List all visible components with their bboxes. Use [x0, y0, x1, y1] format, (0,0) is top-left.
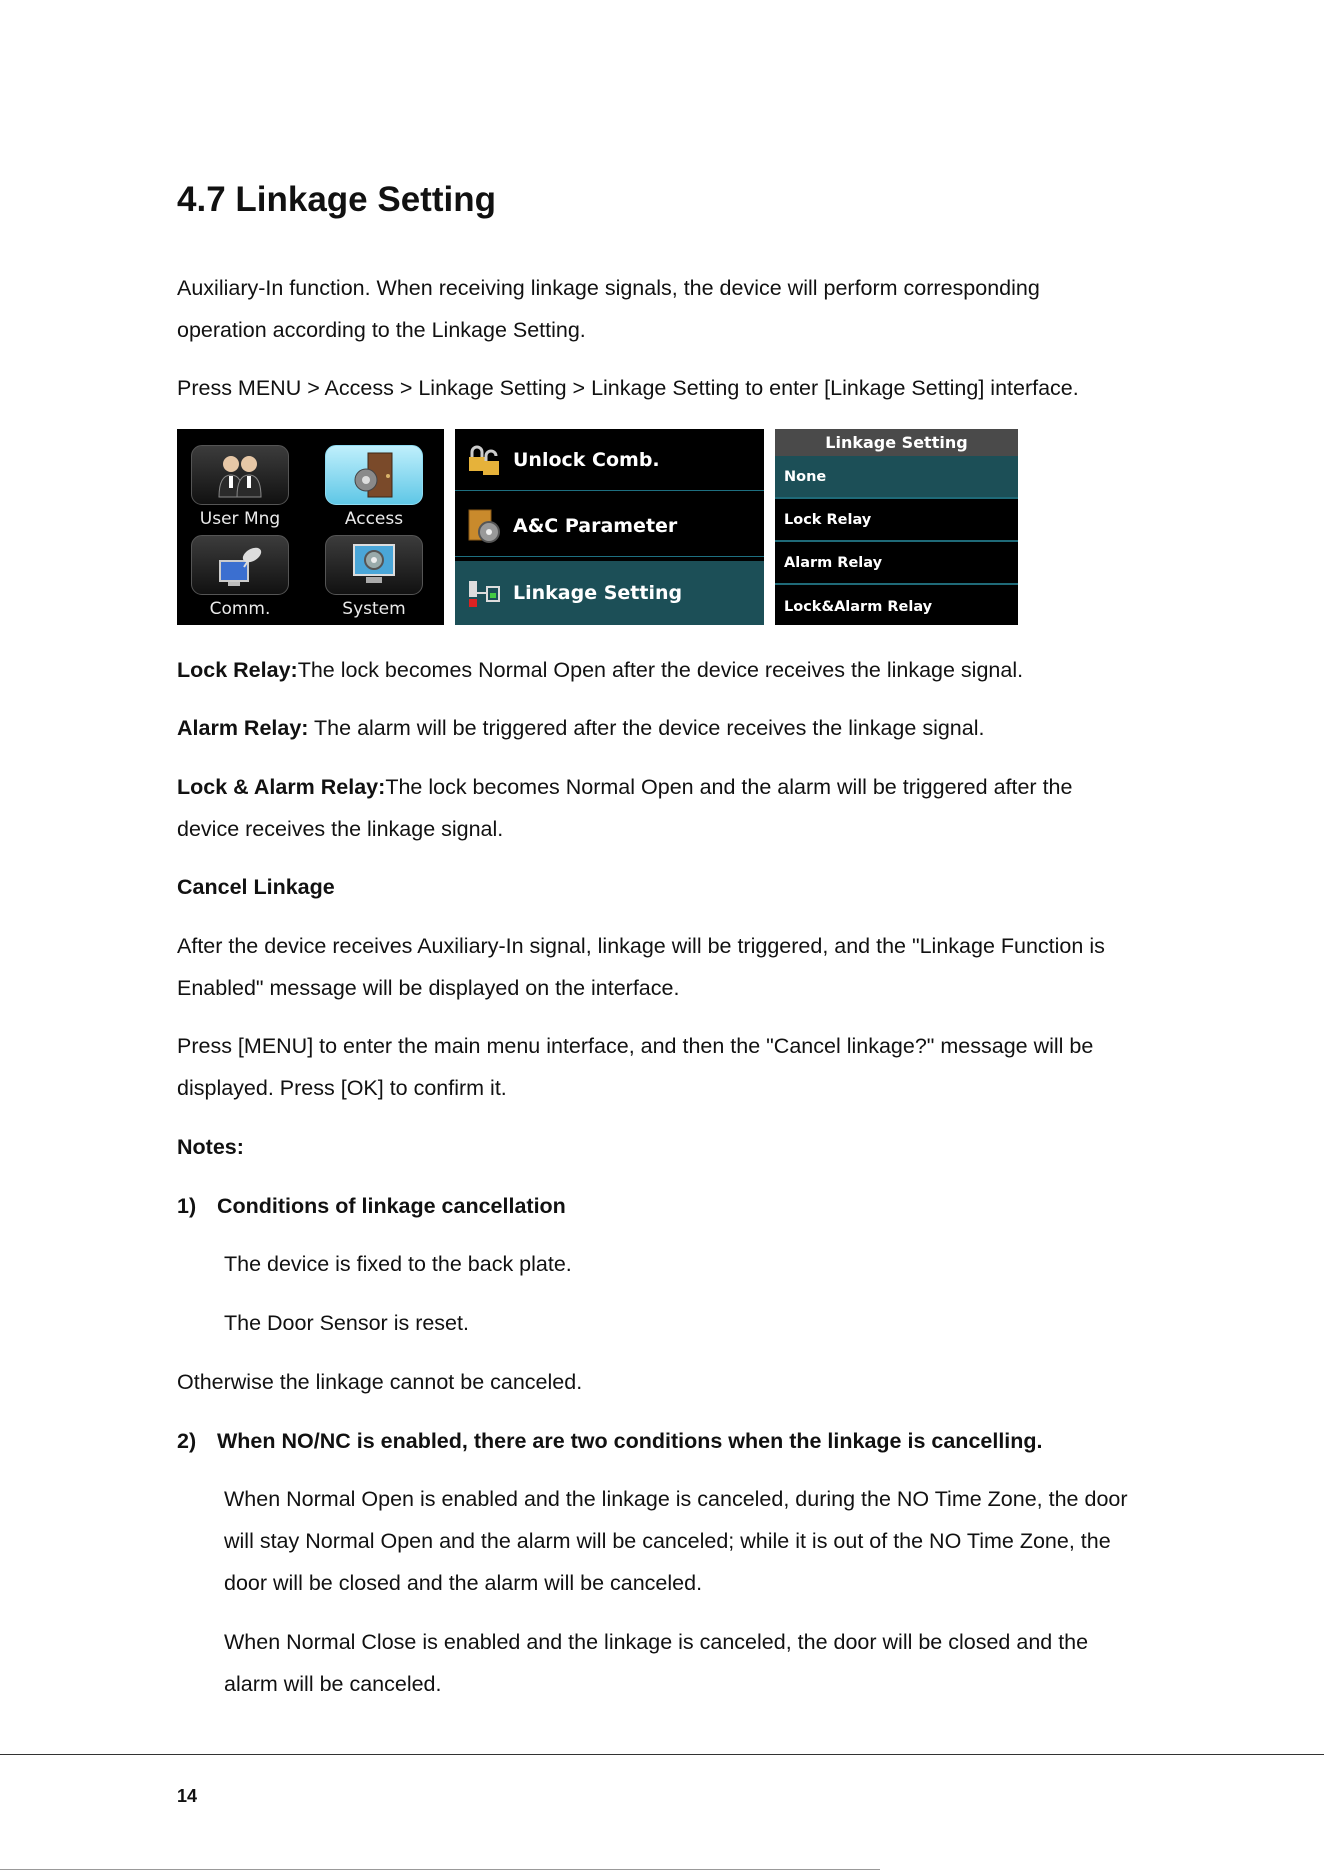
access-menu-item-unlock-comb	[455, 429, 764, 491]
parameter-gear-icon	[455, 508, 513, 544]
access-menu-label: Unlock Comb.	[513, 448, 660, 471]
definition-text: The alarm will be triggered after the device receives the linkage signal.	[314, 716, 985, 740]
cancel-paragraph-1-line-2: Enabled" message will be displayed on the interface.	[177, 976, 680, 1000]
note-1-title	[177, 1185, 566, 1227]
access-menu-label: Linkage Setting	[513, 582, 683, 604]
term: Alarm Relay:	[177, 716, 309, 740]
note-2-condition-a-line-3: door will be closed and the alarm will be canceled.	[224, 1571, 703, 1595]
main-menu-label: Comm.	[209, 599, 271, 619]
access-menu-screenshot	[455, 429, 764, 625]
definition-text: The lock becomes Normal Open after the device receives the linkage signal.	[297, 658, 1024, 682]
intro-line-1: Auxiliary-In function. When receiving linkage signals, the device will perform corresponding	[177, 276, 1040, 300]
term: Lock & Alarm Relay:	[177, 775, 386, 799]
lock-alarm-relay-definition	[177, 766, 1072, 808]
users-icon	[191, 445, 289, 505]
cancel-linkage-heading: Cancel Linkage	[177, 875, 335, 899]
computer-satellite-icon	[191, 535, 289, 595]
cancel-paragraph-1-line-1: After the device receives Auxiliary-In signal, linkage will be triggered, and the "Linkage Function is	[177, 934, 1105, 958]
door-gear-icon	[325, 445, 423, 505]
note-1-condition-a: The device is fixed to the back plate.	[224, 1252, 572, 1276]
note-title: When NO/NC is enabled, there are two conditions when the linkage is cancelling.	[217, 1429, 1043, 1453]
main-menu-item-system	[325, 535, 423, 619]
note-title: Conditions of linkage cancellation	[217, 1194, 566, 1218]
access-menu-item-linkage-setting	[455, 561, 764, 625]
access-menu-label: A&C Parameter	[513, 514, 678, 537]
main-menu-item-access	[325, 445, 423, 529]
bottom-divider	[0, 1869, 880, 1870]
linkage-icon	[455, 575, 513, 611]
main-menu-screenshot	[177, 429, 444, 625]
intro-line-2: operation according to the Linkage Setting.	[177, 318, 586, 342]
note-2-condition-a-line-2: will stay Normal Open and the alarm will be canceled; while it is out of the NO Time Zone, the	[224, 1529, 1111, 1553]
note-2-condition-a-line-1: When Normal Open is enabled and the linkage is canceled, during the NO Time Zone, the door	[224, 1487, 1128, 1511]
linkage-option-lock-alarm-relay: Lock&Alarm Relay	[784, 598, 933, 615]
note-number: 2)	[177, 1429, 197, 1453]
notes-heading: Notes:	[177, 1135, 244, 1159]
main-menu-item-user-mng	[191, 445, 289, 529]
linkage-screen-title: Linkage Setting	[775, 429, 1018, 456]
note-2-title	[177, 1420, 1043, 1462]
note-2-condition-b-line-2: alarm will be canceled.	[224, 1672, 442, 1696]
main-menu-label: Access	[344, 509, 404, 529]
term: Lock Relay:	[177, 658, 298, 682]
section-title: 4.7 Linkage Setting	[177, 180, 496, 219]
monitor-gear-icon	[325, 535, 423, 595]
linkage-option-alarm-relay: Alarm Relay	[775, 542, 1018, 585]
lock-relay-definition	[177, 649, 1023, 691]
menu-path-text: Press MENU > Access > Linkage Setting > Linkage Setting to enter [Linkage Setting] interface.	[177, 376, 1079, 400]
main-menu-label: System	[342, 599, 406, 619]
note-2-condition-b-line-1: When Normal Close is enabled and the linkage is canceled, the door will be closed and the	[224, 1630, 1089, 1654]
note-1-otherwise: Otherwise the linkage cannot be canceled.	[177, 1370, 583, 1394]
access-menu-item-ac-parameter	[455, 495, 764, 557]
lock-alarm-relay-definition-cont: device receives the linkage signal.	[177, 817, 504, 841]
linkage-option-lock-relay: Lock Relay	[775, 499, 1018, 542]
linkage-setting-screenshot	[775, 429, 1018, 625]
note-1-condition-b: The Door Sensor is reset.	[224, 1311, 469, 1335]
note-number: 1)	[177, 1194, 197, 1218]
alarm-relay-definition	[177, 707, 984, 749]
footer-divider	[0, 1754, 1324, 1755]
page-number: 14	[177, 1786, 198, 1806]
linkage-option-none: None	[775, 456, 1018, 499]
lock-combination-icon	[455, 443, 513, 477]
definition-text: The lock becomes Normal Open and the alarm will be triggered after the	[385, 775, 1073, 799]
cancel-paragraph-2-line-1: Press [MENU] to enter the main menu interface, and then the "Cancel linkage?" message will be	[177, 1034, 1094, 1058]
main-menu-label: User Mng	[199, 509, 281, 529]
main-menu-item-comm	[191, 535, 289, 619]
cancel-paragraph-2-line-2: displayed. Press [OK] to confirm it.	[177, 1076, 507, 1100]
